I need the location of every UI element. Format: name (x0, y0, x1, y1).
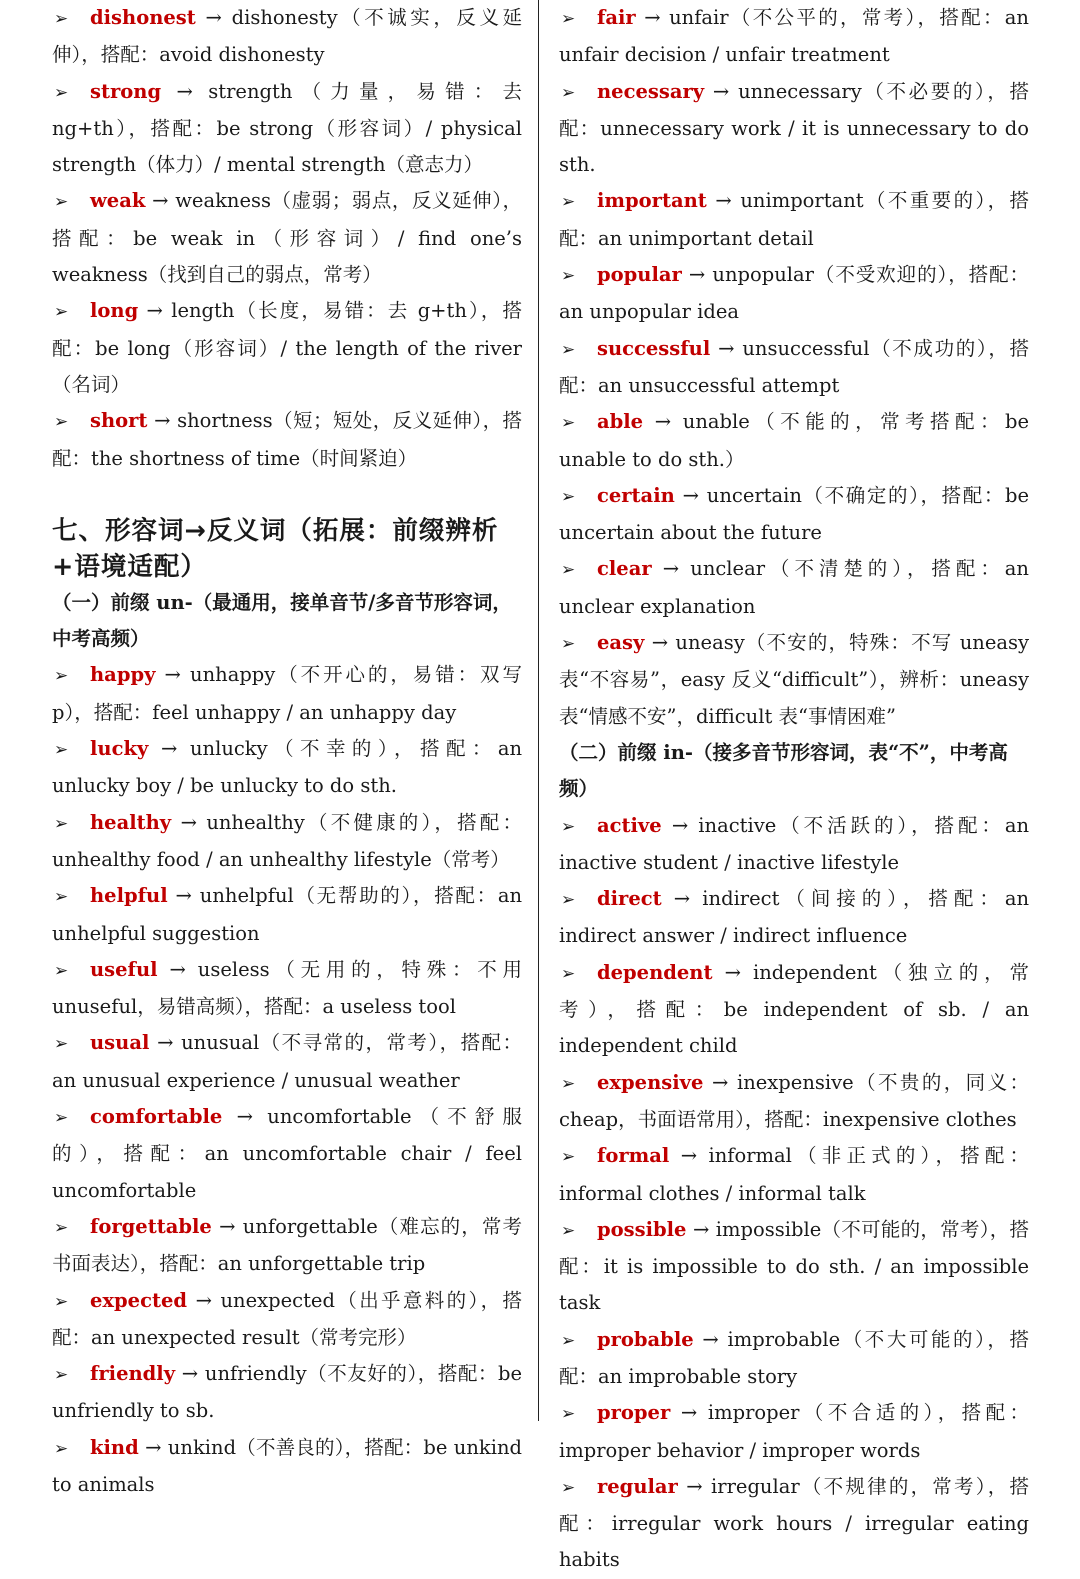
keyword: helpful (90, 884, 168, 908)
vocab-entry (52, 183, 522, 293)
entry-text: unhappy（不开心的，易错：双写 p），搭配：feel unhappy / an unhappy day (52, 663, 522, 724)
bullet-arrow-icon: ➢ (54, 740, 69, 761)
entry-text: unable（不能的，常考搭配：be unable to do sth.） (559, 410, 1029, 471)
bullet-arrow-icon: ➢ (54, 192, 69, 213)
bullet-arrow-icon: ➢ (54, 1291, 69, 1312)
entry-text: unlucky（不幸的），搭配：an unlucky boy / be unlucky to do sth. (52, 737, 523, 798)
derive-arrow: → (157, 1031, 174, 1055)
entry-text: unforgettable（难忘的，常考书面表达），搭配：an unforgettable trip (52, 1214, 522, 1276)
bullet-arrow-icon: ➢ (561, 890, 576, 911)
vocab-entry (559, 331, 1029, 405)
entry-text: inactive（不活跃的），搭配：an inactive student / inactive lifestyle (559, 813, 1030, 874)
vocab-entry (559, 257, 1029, 331)
right-column (559, 0, 1029, 1579)
keyword: lucky (90, 737, 149, 761)
vocab-entry (559, 1138, 1029, 1212)
column-divider (538, 0, 539, 1421)
derive-arrow: → (176, 79, 193, 103)
bullet-arrow-icon: ➢ (561, 634, 576, 655)
bullet-arrow-icon: ➢ (561, 1073, 576, 1094)
vocab-entry (52, 0, 522, 74)
keyword: expected (90, 1288, 187, 1312)
entry-text: improbable（不大可能的），搭配：an improbable story (559, 1327, 1029, 1388)
derive-arrow: → (692, 1217, 710, 1241)
vocab-entry (559, 808, 1029, 882)
derive-arrow: → (181, 1362, 199, 1386)
vocab-entry (52, 878, 522, 952)
subheading-un: （一）前缀 un-（最通用，接单音节/多音节形容词，中考高频） (52, 590, 512, 651)
vocab-entry (559, 74, 1029, 184)
entry-text: indirect（间接的），搭配：an indirect answer / indirect influence (559, 887, 1030, 948)
vocab-entry (52, 657, 522, 731)
keyword: successful (597, 336, 711, 360)
derive-arrow: → (205, 6, 222, 29)
bullet-arrow-icon: ➢ (561, 82, 576, 103)
keyword: strong (90, 79, 162, 103)
keyword: short (90, 409, 148, 433)
entry-text: useless（无用的，特殊：不用 unuseful，易错高频），搭配：a useless tool (52, 957, 522, 1019)
vocab-entry (52, 403, 522, 477)
vocab-entry (559, 478, 1029, 552)
derive-arrow: → (673, 887, 691, 911)
entry-text: dishonesty（不诚实，反义延伸），搭配：avoid dishonesty (52, 6, 522, 67)
keyword: possible (597, 1217, 687, 1241)
entry-text: improper（不合适的），搭配：improper behavior / improper words (559, 1401, 1030, 1462)
derive-arrow: → (195, 1288, 212, 1312)
keyword: proper (597, 1401, 671, 1425)
keyword: kind (90, 1435, 139, 1459)
bullet-arrow-icon: ➢ (561, 9, 576, 29)
entry-text: uneasy（不安的，特殊：不写 uneasy 表“不容易”，easy 反义“difficult”），辨析：uneasy 表“情感不安”，difficult 表“事情困难” (559, 631, 1030, 728)
derive-arrow: → (680, 1144, 698, 1168)
entry-text: uncertain（不确定的），搭配：be uncertain about the future (559, 483, 1030, 545)
bullet-arrow-icon: ➢ (54, 1034, 69, 1055)
left-column (52, 0, 522, 1503)
vocab-entry (52, 74, 522, 184)
bullet-arrow-icon: ➢ (561, 560, 576, 581)
entry-text: informal（非正式的），搭配：informal clothes / informal talk (559, 1144, 1029, 1205)
entries-un-right (559, 0, 1029, 735)
derive-arrow: → (671, 813, 689, 837)
vocab-entry (559, 551, 1029, 625)
vocab-entry (52, 731, 522, 805)
entry-text: unkind（不善良的），搭配：be unkind to animals (52, 1435, 522, 1496)
derive-arrow: → (654, 410, 672, 434)
vocab-entry (52, 1209, 522, 1283)
bullet-arrow-icon: ➢ (561, 1220, 576, 1241)
derive-arrow: → (644, 6, 661, 29)
bullet-arrow-icon: ➢ (561, 1330, 576, 1351)
bullet-arrow-icon: ➢ (54, 412, 69, 433)
keyword: direct (597, 887, 662, 911)
entry-text: unfriendly（不友好的），搭配：be unfriendly to sb. (52, 1362, 523, 1423)
derive-arrow: → (718, 336, 735, 360)
entry-text: strength（力量，易错：去 ng+th），搭配：be strong（形容词）/ physical strength（体力）/ mental strength（意志力） (52, 79, 522, 177)
derive-arrow: → (682, 483, 699, 507)
derive-arrow: → (175, 884, 192, 908)
keyword: important (597, 189, 707, 213)
entry-text: unsuccessful（不成功的），搭配：an unsuccessful attempt (559, 336, 1030, 397)
keyword: comfortable (90, 1105, 223, 1129)
entry-text: unnecessary（不必要的），搭配：unnecessary work / it is unnecessary to do sth. (559, 79, 1029, 177)
vocab-entry (52, 805, 522, 879)
vocab-entry (52, 1356, 522, 1430)
derive-arrow: → (169, 957, 186, 981)
section-heading: 七、形容词→反义词（拓展：前缀辨析+语境适配） (52, 515, 499, 582)
derive-arrow: → (164, 663, 181, 687)
derive-arrow: → (712, 1070, 729, 1094)
derive-arrow: → (715, 189, 732, 213)
vocab-entry (52, 1430, 522, 1504)
vocab-entry (559, 404, 1029, 478)
derive-arrow: → (680, 1401, 698, 1425)
derive-arrow: → (686, 1474, 703, 1498)
bullet-arrow-icon: ➢ (54, 666, 69, 687)
bullet-arrow-icon: ➢ (54, 1108, 69, 1129)
keyword: active (597, 813, 662, 837)
derive-arrow: → (702, 1327, 719, 1351)
vocab-entry (559, 1065, 1029, 1139)
entry-text: shortness（短；短处，反义延伸），搭配：the shortness of time（时间紧迫） (52, 409, 523, 470)
derive-arrow: → (146, 299, 163, 323)
derive-arrow: → (236, 1105, 253, 1129)
bullet-arrow-icon: ➢ (561, 339, 576, 360)
keyword: friendly (90, 1362, 176, 1386)
keyword: healthy (90, 810, 172, 834)
derive-arrow: → (154, 409, 171, 433)
derive-arrow: → (160, 737, 178, 761)
keyword: regular (597, 1474, 678, 1498)
vocab-entry (559, 1322, 1029, 1396)
keyword: necessary (597, 79, 705, 103)
bullet-arrow-icon: ➢ (561, 963, 576, 984)
entries-un-left (52, 657, 522, 1503)
bullet-arrow-icon: ➢ (54, 1438, 69, 1459)
vocab-entry (559, 1469, 1029, 1579)
entries-in (559, 808, 1029, 1579)
vocab-entry (52, 1099, 522, 1209)
keyword: happy (90, 663, 156, 687)
keyword: forgettable (90, 1214, 212, 1238)
vocab-entry (559, 1212, 1029, 1322)
vocab-entry (52, 1025, 522, 1099)
vocab-entry (559, 881, 1029, 955)
bullet-arrow-icon: ➢ (561, 266, 576, 287)
entry-text: inexpensive（不贵的，同义：cheap，书面语常用），搭配：inexpensive clothes (559, 1070, 1030, 1131)
entry-text: unhealthy（不健康的），搭配：unhealthy food / an unhealthy lifestyle（常考） (52, 810, 523, 871)
entry-text: uncomfortable（不舒服的），搭配：an uncomfortable chair / feel uncomfortable (52, 1105, 523, 1202)
derive-arrow: → (688, 263, 706, 287)
vocab-entry (559, 183, 1029, 257)
keyword: formal (597, 1144, 670, 1168)
bullet-arrow-icon: ➢ (561, 413, 576, 434)
keyword: dishonest (90, 6, 196, 29)
bullet-arrow-icon: ➢ (54, 302, 69, 323)
keyword: weak (90, 189, 146, 213)
entry-text: unimportant（不重要的），搭配：an unimportant detail (559, 189, 1030, 250)
entry-text: unhelpful（无帮助的），搭配：an unhelpful suggestion (52, 884, 523, 945)
keyword: certain (597, 483, 675, 507)
keyword: able (597, 410, 644, 434)
keyword: expensive (597, 1070, 704, 1094)
vocab-entry (52, 293, 522, 403)
bullet-arrow-icon: ➢ (54, 9, 69, 29)
derive-arrow: → (724, 960, 741, 984)
derive-arrow: → (712, 79, 730, 103)
subheading-in: （二）前缀 in-（接多音节形容词，表“不”，中考高频） (559, 740, 1008, 801)
keyword: fair (597, 6, 636, 29)
bullet-arrow-icon: ➢ (561, 1477, 576, 1498)
entry-text: unusual（不寻常的，常考），搭配：an unusual experience / unusual weather (52, 1031, 522, 1092)
keyword: clear (597, 557, 652, 581)
bullet-arrow-icon: ➢ (561, 192, 576, 213)
derive-arrow: → (662, 557, 680, 581)
entry-text: impossible（不可能的，常考），搭配：it is impossible to do sth. / an impossible task (559, 1217, 1030, 1315)
bullet-arrow-icon: ➢ (54, 82, 69, 103)
derive-arrow: → (145, 1435, 162, 1459)
bullet-arrow-icon: ➢ (54, 813, 69, 834)
entry-text: unclear（不清楚的），搭配：an unclear explanation (559, 557, 1029, 618)
vocab-entry (559, 955, 1029, 1065)
keyword: usual (90, 1031, 150, 1055)
keyword: popular (597, 263, 682, 287)
bullet-arrow-icon: ➢ (54, 887, 69, 908)
keyword: dependent (597, 960, 713, 984)
derive-arrow: → (152, 189, 169, 213)
vocab-entry (559, 0, 1029, 74)
entry-text: unfair（不公平的，常考），搭配：an unfair decision / unfair treatment (559, 6, 1029, 67)
entry-text: independent（独立的，常考），搭配：be independent of sb. / an independent child (559, 960, 1030, 1058)
entry-text: length（长度，易错：去 g+th），搭配：be long（形容词）/ the length of the river（名词） (52, 299, 522, 396)
bullet-arrow-icon: ➢ (54, 1217, 69, 1238)
entries-top (52, 0, 522, 477)
bullet-arrow-icon: ➢ (561, 1147, 576, 1168)
vocab-entry (559, 625, 1029, 735)
bullet-arrow-icon: ➢ (561, 486, 576, 507)
keyword: easy (597, 631, 645, 655)
bullet-arrow-icon: ➢ (54, 1365, 69, 1386)
derive-arrow: → (651, 631, 669, 655)
bullet-arrow-icon: ➢ (561, 816, 576, 837)
entry-text: weakness（虚弱；弱点，反义延伸），搭配：be weak in（形容词）/ find one’s weakness（找到自己的弱点，常考） (52, 189, 522, 287)
derive-arrow: → (180, 810, 197, 834)
entry-text: unexpected（出乎意料的），搭配：an unexpected result（常考完形） (52, 1288, 523, 1349)
bullet-arrow-icon: ➢ (561, 1404, 576, 1425)
keyword: probable (597, 1327, 694, 1351)
derive-arrow: → (219, 1214, 236, 1238)
entry-text: irregular（不规律的，常考），搭配：irregular work hours / irregular eating habits (559, 1474, 1029, 1572)
keyword: long (90, 299, 139, 323)
vocab-entry (52, 952, 522, 1026)
vocab-entry (52, 1283, 522, 1357)
vocab-entry (559, 1395, 1029, 1469)
bullet-arrow-icon: ➢ (54, 960, 69, 981)
entry-text: unpopular（不受欢迎的），搭配：an unpopular idea (559, 263, 1029, 324)
keyword: useful (90, 957, 158, 981)
